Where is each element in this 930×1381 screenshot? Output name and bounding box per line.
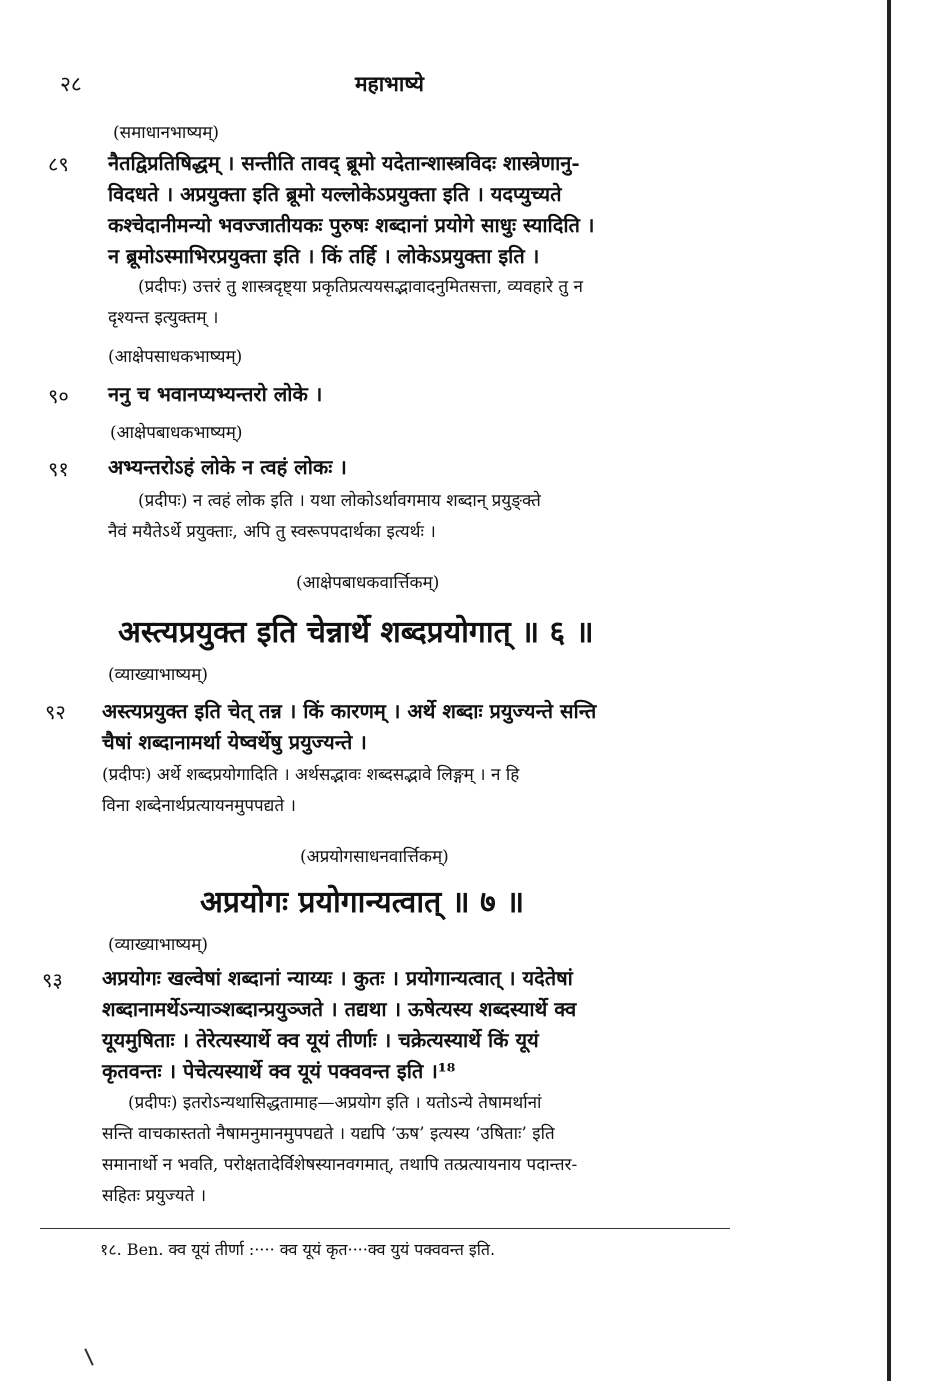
paragraph-number: ९१ (48, 457, 69, 481)
bhasya-text: अभ्यन्तरोऽहं लोके न त्वहं लोकः । (108, 455, 347, 479)
paragraph-number: ९२ (45, 700, 66, 724)
paragraph-number: ८९ (48, 152, 69, 176)
page-edge-line (887, 0, 891, 1381)
scan-mark (84, 1348, 93, 1365)
vartika-verse: अस्त्यप्रयुक्त इति चेन्नार्थे शब्दप्रयोगात् ॥ ६ ॥ (118, 615, 594, 650)
section-label: (आक्षेपसाधकभाष्यम्) (108, 347, 243, 367)
footnote-divider (40, 1228, 730, 1229)
section-label: (व्याख्याभाष्यम्) (108, 665, 208, 685)
pradipa-commentary: (प्रदीपः) उत्तरं तु शास्त्रदृष्ट्या प्रकृतिप्रत्ययसद्भावादनुमितसत्ता, व्यवहारे तु न दृश्यन्त इत्युक्तम् । (108, 277, 583, 328)
page-title: महाभाष्ये (355, 71, 424, 96)
bhasya-text: अस्त्यप्रयुक्त इति चेत् तन्न । किं कारणम् । अर्थे शब्दाः प्रयुज्यन्ते सन्ति चैषां शब्दानामर्था येष्वर्थेषु प्रयुज्यन्ते । (102, 699, 597, 754)
pradipa-commentary: (प्रदीपः) अर्थे शब्दप्रयोगादिति । अर्थसद्भावः शब्दसद्भावे लिङ्गम् । न हि विना शब्देनार्थप्रत्यायनमुपपद्यते । (102, 765, 520, 816)
bhasya-text: ननु च भवानप्यभ्यन्तरो लोके । (108, 382, 323, 406)
pradipa-commentary: (प्रदीपः) न त्वहं लोक इति । यथा लोकोऽर्थावगमाय शब्दान् प्रयुङ्क्ते नैवं मयैतेऽर्थे प्रयुक्ताः, अपि तु स्वरूपपदार्थका इत्यर्थः । (108, 491, 541, 542)
footnote: १८. Ben. क्व यूयं तीर्णा :···· क्व यूयं कृत····क्व युयं पक्ववन्त इति. (100, 1240, 496, 1259)
paragraph-number: ९० (48, 384, 69, 408)
page-number: २८ (60, 72, 82, 96)
section-label: (समाधानभाष्यम्) (113, 123, 220, 143)
bhasya-text: अप्रयोगः खल्वेषां शब्दानां न्याय्यः । कुतः । प्रयोगान्यत्वात् । यदेतेषां शब्दानामर्थेऽन्याञ्शब्दान्प्रयुञ्जते । तद्यथा । ऊषेत्यस्य शब्दस्यार्थे क्व यूयमुषिताः । तेरेत्यस्यार्थे क्व यूयं तीर्णाः । चक्रेत्यस्यार्थे किं यूयं कृतवन्तः । पेचेत्यस्यार्थे क्व यूयं पक्ववन्त इति ।¹⁸ (102, 966, 577, 1083)
paragraph-number: ९३ (42, 968, 63, 992)
section-label: (आक्षेपबाधकभाष्यम्) (110, 423, 243, 443)
section-label: (आक्षेपबाधकवार्त्तिकम्) (296, 573, 440, 593)
section-label: (व्याख्याभाष्यम्) (108, 935, 208, 955)
bhasya-text: नैतद्विप्रतिषिद्धम् । सन्तीति तावद् ब्रूमो यदेतान्शास्त्रविदः शास्त्रेणानु- विदधते । अप्रयुक्ता इति ब्रूमो यल्लोकेऽप्रयुक्ता इति । यदप्युच्यते कश्चेदानीमन्यो भवज्जातीयकः पुरुषः शब्दानां प्रयोगे साधुः स्यादिति । न ब्रूमोऽस्माभिरप्रयुक्ता इति । किं तर्हि । लोकेऽप्रयुक्ता इति । (108, 151, 595, 268)
vartika-verse: अप्रयोगः प्रयोगान्यत्वात् ॥ ७ ॥ (200, 885, 525, 920)
section-label: (अप्रयोगसाधनवार्त्तिकम्) (300, 847, 449, 867)
pradipa-commentary: (प्रदीपः) इतरोऽन्यथासिद्धतामाह—अप्रयोग इति । यतोऽन्ये तेषामर्थानां सन्ति वाचकास्ततो नैषामनुमानमुपपद्यते । यद्यपि ‘ऊष’ इत्यस्य ‘उषिताः’ इति समानार्थो न भवति, परोक्षतादेर्विशेषस्यानवगमात्, तथापि तत्प्रत्यायनाय पदान्तर- सहितः प्रयुज्यते । (102, 1093, 578, 1206)
